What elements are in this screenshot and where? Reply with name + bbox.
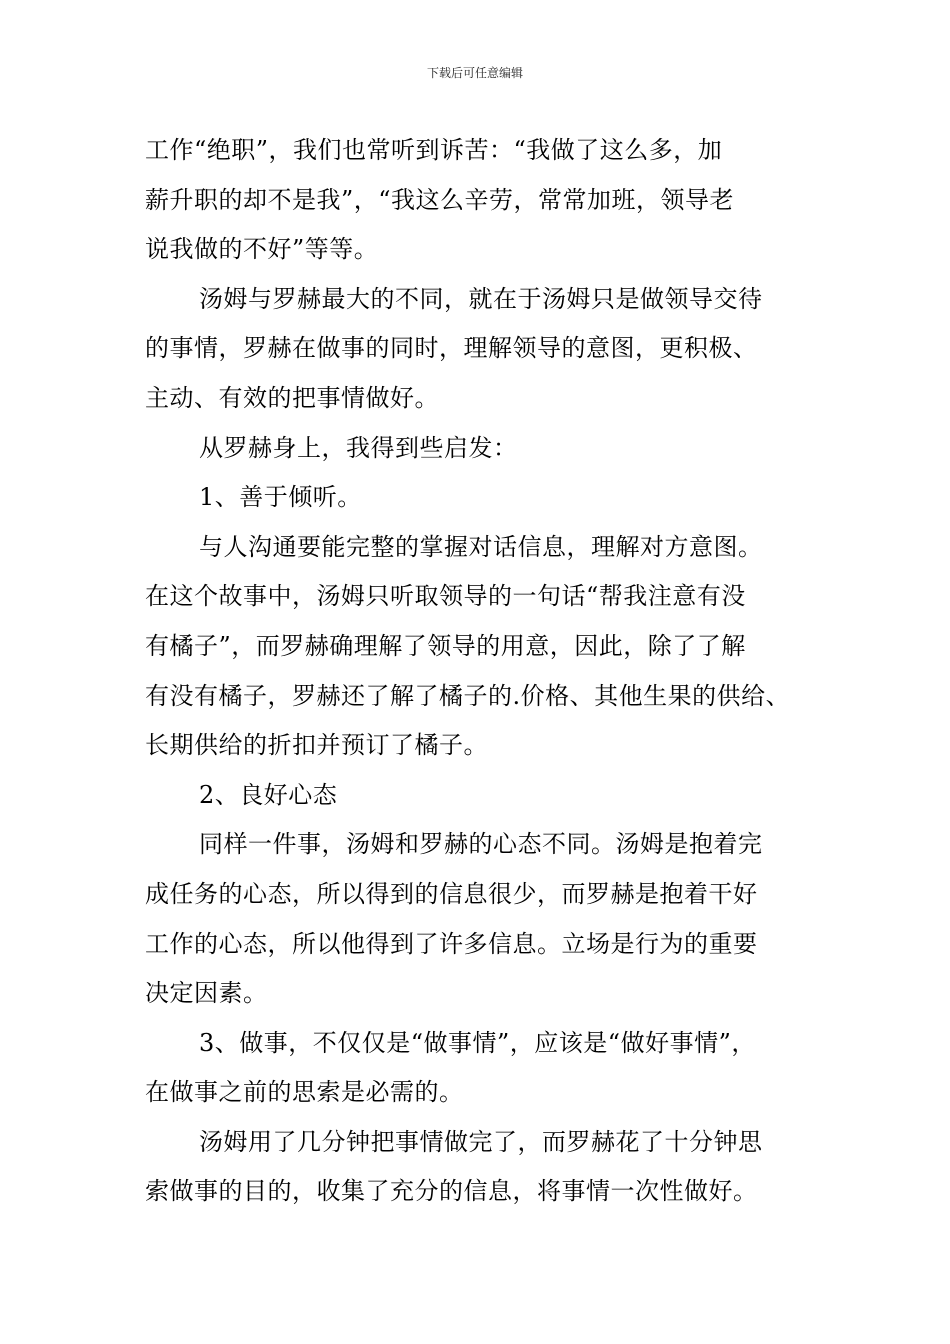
- page-header: 下载后可任意编辑: [426, 66, 523, 80]
- text-line-19: 3、做事，不仅仅是“做事情”，应该是“做好事情”，: [199, 1028, 756, 1057]
- text-line-16: 成任务的心态，所以得到的信息很少，而罗赫是抱着干好: [145, 879, 758, 908]
- text-line-3: 说我做的不好”等等。: [145, 235, 379, 264]
- text-line-18: 决定因素。: [145, 979, 268, 1008]
- text-line-17: 工作的心态，所以他得到了许多信息。立场是行为的重要: [145, 929, 758, 958]
- text-line-12: 有没有橘子，罗赫还了解了橘子的.价格、其他生果的供给、: [145, 681, 791, 710]
- text-line-20: 在做事之前的思索是必需的。: [145, 1078, 464, 1107]
- text-line-1: 工作“绝职”，我们也常听到诉苦：“我做了这么多，加: [145, 136, 723, 164]
- text-line-5: 的事情，罗赫在做事的同时，理解领导的意图，更积极、: [145, 334, 758, 363]
- text-line-14: 2、良好心态: [199, 780, 338, 809]
- text-line-13: 长期供给的折扣并预订了橘子。: [145, 731, 488, 760]
- text-line-11: 有橘子”，而罗赫确理解了领导的用意，因此，除了了解: [145, 631, 746, 660]
- text-line-7: 从罗赫身上，我得到些启发：: [199, 433, 518, 462]
- text-line-9: 与人沟通要能完整的掌握对话信息，理解对方意图。: [199, 532, 763, 561]
- text-line-21: 汤姆用了几分钟把事情做完了，而罗赫花了十分钟思: [199, 1127, 763, 1156]
- text-line-6: 主动、有效的把事情做好。: [145, 383, 439, 412]
- text-line-22: 索做事的目的，收集了充分的信息，将事情一次性做好。: [145, 1177, 758, 1206]
- text-line-2: 薪升职的却不是我”，“我这么辛劳，常常加班，领导老: [145, 185, 735, 214]
- text-line-10: 在这个故事中，汤姆只听取领导的一句话“帮我注意有没: [145, 582, 746, 611]
- text-line-4: 汤姆与罗赫最大的不同，就在于汤姆只是做领导交待: [199, 284, 763, 313]
- text-line-8: 1、善于倾听。: [199, 483, 362, 512]
- document-body: [145, 126, 825, 1217]
- text-line-15: 同样一件事，汤姆和罗赫的心态不同。汤姆是抱着完: [199, 830, 763, 859]
